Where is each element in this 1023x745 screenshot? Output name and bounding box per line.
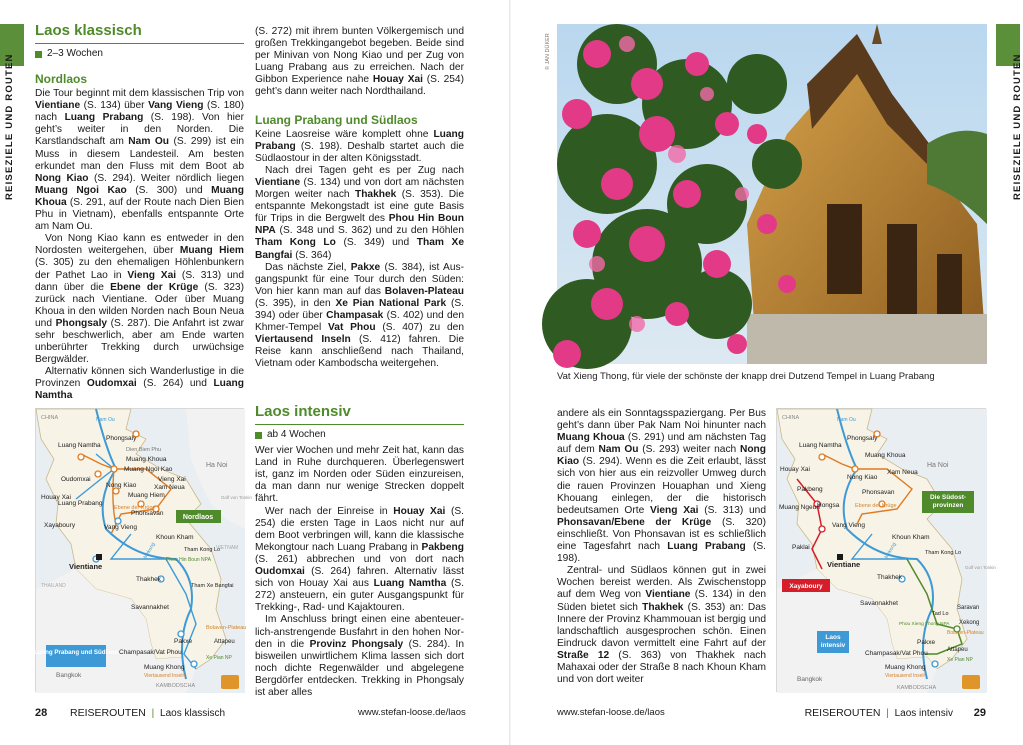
map1-label-ebene: Ebene der Krüge bbox=[114, 505, 156, 511]
duration-klassisch: 2–3 Wochen bbox=[35, 48, 244, 60]
footer-section-right: REISEROUTEN bbox=[804, 707, 881, 719]
paragraph: Im Anschluss bringt einen eine abenteuerlich-anstrengende Busfahrt in den hohen Norden in die Provinz Phongsaly (S. 284). In bisweilen unwirtlichem Klima lassen sich dort noch dichte Regenwälder und abgelegene Bergdörfer entdecken. Trekking in Phongsaly ist aber alles bbox=[255, 614, 464, 698]
paragraph: Von Nong Kiao kann es entweder in den Nordosten weitergehen, über Muang Hiem (S. 305) zu den ehemaligen Höhlenbunkern der Pathet Lao in Vieng Xai (S. 313) und dann über die Ebene der Krüge (S. 323) zurück nach Vientiane. Oder über Muang Khoua in den wilden Norden nach Boun Neua und Phongsaly (S. 287). Die Anfahrt ist zwar sehr beschwerlich, aber am Ende warten unberührter Trekking durch urwüchsige Bergwälder. bbox=[35, 233, 244, 366]
paragraph: Wer vier Wochen und mehr Zeit hat, kann das Land in Ruhe durchqueren. Überlegenswert ist, ganz im Norden oder Süden einzureisen, da man dann nur wenige Strecken doppelt fährt. bbox=[255, 445, 464, 505]
map1-label-phou-hin: Phou Hin Boun NPA bbox=[166, 557, 211, 563]
map2-label-savannakhet: Savannakhet bbox=[860, 600, 898, 607]
map1-label-muang-ngoi: Muang Ngoi Kao bbox=[124, 466, 173, 473]
footer-section-left: REISEROUTEN bbox=[70, 707, 146, 719]
map2-label-hongsa: Hongsa bbox=[817, 502, 840, 509]
text-nordlaos bbox=[35, 88, 244, 402]
map1-label-muang-khoua: Muang Khoua bbox=[126, 456, 167, 463]
page-number-right: 29 bbox=[973, 707, 986, 719]
map2-badge-xayaboury: Xayaboury bbox=[789, 583, 823, 590]
map1-label-vietnam: VIETNAM bbox=[216, 545, 239, 551]
map1-label-luang-namtha: Luang Namtha bbox=[58, 442, 101, 449]
map1-label-vientiane: Vientiane bbox=[69, 562, 103, 571]
paragraph: Die Tour beginnt mit dem klassischen Trip von Vientiane (S. 134) über Vang Vieng (S. 180) nach Luang Prabang (S. 198). Von hier geht’s weiter in den Norden. Die Karstlandschaft am Nam Ou (S. 299) ist ein Muss in diesem Landesteil. Am besten erkundet man den Fluss mit dem Boot ab Nong Kiao (S. 294). Weiter nördlich liegen Muang Ngoi Kao (S. 300) und Muang Khoua (S. 291, auf der Route nach Dien Bien Phu in Vietnam), ebenfalls entspannte Orte am Nam Ou. bbox=[35, 88, 245, 233]
subheading-suedlaos: Luang Prabang und Südlaos bbox=[255, 112, 418, 127]
map1-label-xam-neua: Xam Neua bbox=[154, 484, 185, 491]
paragraph: (S. 272) mit ihrem bunten Völkergemisch und großen Trekkingangebot begeben. Beide sind per Minivan von Nong Kiao und per Zug von Luang Prabang aus zu erreichen. Nach der Gibbon Experience nahe Houay Xai (S. 254) geht’s dann weiter nach Nordthailand. bbox=[255, 26, 464, 98]
map2-label-nong-kiao: Nong Kiao bbox=[847, 474, 878, 481]
text-intensiv bbox=[255, 445, 464, 699]
map1-label-pakxe: Pakxe bbox=[174, 638, 193, 645]
map1-badge-suedlaos: Luang Prabang und Südlaos bbox=[34, 649, 118, 656]
footer-url-left[interactable]: www.stefan-loose.de/laos bbox=[358, 707, 466, 718]
map1-label-vang-vieng: Vang Vieng bbox=[104, 524, 138, 531]
page-number-left: 28 bbox=[35, 707, 48, 719]
map1-label-nam-ou: Nam Ou bbox=[96, 417, 115, 423]
map1-label-champasak: Champasak/Vat Phou bbox=[119, 649, 182, 656]
photo-credit: © JAN DÜKER bbox=[545, 33, 551, 70]
map1-label-ha-noi: Ha Noi bbox=[206, 462, 228, 469]
map2-label-tham-kong-lo: Tham Kong Lo bbox=[925, 550, 962, 556]
paragraph: Wer nach der Einreise in Houay Xai (S. 254) die ersten Tage in Laos nicht nur auf dem Boot verbringen will, kann die klassische Mekongtour nach Luang Prabang in Pakbeng (S. 261) abbrechen und von dort nach Oudomxai (S. 264) fahren. Alternativ lässt sich von Houay Xai aus Luang Namtha (S. 272) ansteuern, ein guter Ausgangspunkt für Trekking-, Rad- und Kajaktouren. bbox=[255, 505, 464, 614]
map2-label-saravan: Saravan bbox=[957, 605, 980, 611]
temple-photo-svg bbox=[557, 24, 987, 364]
footer-separator-left: | bbox=[151, 708, 155, 719]
map2-label-thakhek: Thakhek bbox=[877, 574, 902, 581]
map1-label-china: CHINA bbox=[41, 415, 59, 421]
map1-label-viertausend: Viertausend Inseln bbox=[144, 673, 186, 679]
map2-label-tad-lo: Tad Lo bbox=[932, 611, 949, 617]
map2-label-xekong: Xekong bbox=[959, 620, 980, 626]
map1-label-dien-bien: Dien Bien Phu bbox=[126, 447, 162, 453]
map1-label-nong-kiao: Nong Kiao bbox=[106, 482, 137, 489]
map2-label-vang-vieng: Vang Vieng bbox=[832, 522, 866, 529]
map1-label-golf: Golf von Tonkin bbox=[221, 495, 252, 500]
footer-separator-right: | bbox=[886, 708, 889, 719]
map2-label-attapeu: Attapeu bbox=[947, 647, 968, 653]
intensiv-column bbox=[255, 403, 464, 699]
paragraph: Nach drei Tagen geht es per Zug nach Vientiane (S. 134) und von dort am nächsten Morgen weiter nach Thakhek (S. 353). Die entspannte Mekongstadt ist eine gute Basis für Trips in die Bergwelt des Phou Hin Boun NPA (S. 348 und S. 362) und zu den Höhlen Tham Kong Lo (S. 349) und Tham Xe Bangfai (S. 364) bbox=[255, 164, 464, 261]
map2-badge-laos-intensiv: Laos intensiv bbox=[820, 634, 846, 649]
map1-label-bolaven: Bolaven-Plateau bbox=[206, 625, 247, 631]
temple-photo bbox=[557, 24, 987, 364]
map1-label-khoun-kham: Khoun Kham bbox=[156, 534, 194, 541]
footer-right bbox=[805, 707, 986, 719]
section-title-klassisch: Laos klassisch bbox=[35, 22, 244, 44]
map2-label-ha-noi: Ha Noi bbox=[927, 462, 949, 469]
footer-url-right[interactable]: www.stefan-loose.de/laos bbox=[557, 707, 665, 718]
map1-label-tham-kong-lo: Tham Kong Lo bbox=[184, 547, 221, 553]
section-title-intensiv: Laos intensiv bbox=[255, 403, 464, 425]
map2-label-nam-ou: Nam Ou bbox=[837, 417, 856, 423]
page-gutter bbox=[509, 0, 511, 745]
map1-label-houay-xai: Houay Xai bbox=[41, 494, 71, 501]
map2-label-golf: Golf von Tonkin bbox=[965, 565, 996, 570]
bullet-square-icon bbox=[35, 51, 42, 58]
map1-label-muang-khong: Muang Khong bbox=[144, 664, 185, 671]
map2-label-xe-pian: Xe Pian NP bbox=[947, 657, 973, 663]
map2-label-pakbeng: Pakbeng bbox=[797, 486, 823, 493]
footer-title-left: Laos klassisch bbox=[160, 708, 226, 719]
paragraph: Zentral- und Südlaos können gut in zwei Wochen bereist werden. Als Zwischenstopp auf dem Weg von Vientiane (S. 134) in den Süden bietet sich Thakhek (S. 353) an: Das Innere der Provinz Khammouan ist bergig und landschaftlich ausgesprochen schön. Einen Eindruck davon vermittelt eine Fahrt auf der Straße 12 (S. 363) von Thakhek nach Mahaxai oder der Straße 8 nach Khoun Kham und von dort weiter bbox=[557, 565, 766, 686]
map2-label-phou-xieng: Phou Xieng Thong NPA bbox=[899, 622, 950, 627]
map2-label-luang-namtha: Luang Namtha bbox=[799, 442, 842, 449]
map2-label-muang-khong: Muang Khong bbox=[885, 664, 926, 671]
map1-label-muang-hiem: Muang Hiem bbox=[128, 492, 165, 499]
paragraph: Keine Laosreise wäre komplett ohne Luang Prabang (S. 198). Deshalb startet auch die Südlaostour in der alten Königsstadt. bbox=[255, 128, 464, 164]
map1-label-attapeu: Attapeu bbox=[214, 639, 235, 645]
map1-label-luang-prabang: Luang Prabang bbox=[58, 500, 103, 507]
map2-label-china: CHINA bbox=[782, 415, 800, 421]
route-map-klassisch bbox=[34, 408, 252, 692]
map2-label-pakxe: Pakxe bbox=[917, 639, 936, 646]
map1-label-bangkok: Bangkok bbox=[56, 672, 82, 679]
left-column-2 bbox=[255, 26, 464, 370]
paragraph: andere als ein Sonntagsspaziergang. Per Bus geht’s dann über Pak Nam Noi hinunter nach Muang Khoua (S. 291) und am nächsten Tag auf dem Nam Ou (S. 293) weiter nach Nong Kiao (S. 294). Wenn es die Zeit erlaubt, lässt sich von hier aus ein reizvoller Umweg durch die rauen Provinzen Houaphan und Xieng Khouang einlegen, der die historisch bedeutsamen Orte Vieng Xai (S. 313) und Phonsavan/Ebene der Krüge (S. 320) einschließt. Von Phonsavan ist es schließlich eine Tagesfahrt nach Luang Prabang (S. 198). bbox=[557, 408, 766, 565]
route-map-klassisch-svg bbox=[34, 409, 252, 693]
map1-label-xe-pian: Xe Pian NP bbox=[206, 655, 232, 661]
left-column-1 bbox=[35, 22, 244, 403]
map2-label-vientiane: Vientiane bbox=[827, 560, 861, 569]
map2-label-khoun-kham: Khoun Kham bbox=[892, 534, 930, 541]
map1-label-mekong: Mekong bbox=[142, 541, 157, 560]
map1-badge-nordlaos: Nordlaos bbox=[182, 514, 214, 521]
map1-label-thailand: THAILAND bbox=[41, 583, 66, 589]
map1-label-phonsavan: Phonsavan bbox=[131, 510, 164, 517]
map1-label-kambodscha: KAMBODSCHA bbox=[156, 683, 196, 689]
map2-label-bolaven: Bolaven-Plateau bbox=[947, 630, 984, 636]
photo-caption: Vat Xieng Thong, für viele der schönste der knapp drei Dutzend Tempel in Luang Prabang bbox=[557, 371, 935, 382]
map2-badge-suedost: Die Südost-provinzen bbox=[929, 494, 967, 509]
map1-label-savannakhet: Savannakhet bbox=[131, 604, 169, 611]
route-map-intensiv-svg bbox=[777, 409, 996, 693]
bullet-square-icon bbox=[255, 432, 262, 439]
map1-label-xayaboury: Xayaboury bbox=[44, 522, 76, 529]
text-nordlaos-cont bbox=[255, 26, 464, 99]
map2-label-phonsavan: Phonsavan bbox=[862, 489, 895, 496]
footer-title-right: Laos intensiv bbox=[894, 708, 953, 719]
sidebar-label-left: REISEZIELE UND ROUTEN bbox=[4, 53, 15, 200]
map2-label-paklai: Paklai bbox=[792, 544, 810, 551]
map2-label-houay-xai: Houay Xai bbox=[780, 466, 810, 473]
map2-label-ebene: Ebene der Krüge bbox=[855, 503, 897, 509]
paragraph: Alternativ können sich Wanderlustige in die Provinzen Oudomxai (S. 264) und Luang Namtha bbox=[35, 366, 244, 402]
right-column-3 bbox=[557, 408, 766, 686]
text-intensiv-cont bbox=[557, 408, 766, 686]
sidebar-label-right: REISEZIELE UND ROUTEN bbox=[1012, 53, 1023, 200]
subheading-nordlaos: Nordlaos bbox=[35, 72, 88, 87]
map1-label-thakhek: Thakhek bbox=[136, 576, 161, 583]
map2-label-bangkok: Bangkok bbox=[797, 676, 823, 683]
map2-label-xam-neua: Xam Neua bbox=[887, 469, 918, 476]
map2-label-mekong: Mekong bbox=[883, 541, 898, 560]
map2-label-muang-ngeun: Muang Ngeun bbox=[779, 504, 820, 511]
map2-label-muang-khoua: Muang Khoua bbox=[865, 452, 906, 459]
map1-label-phongsaly: Phongsaly bbox=[106, 435, 137, 442]
footer-left bbox=[35, 707, 225, 719]
map1-label-tham-xe: Tham Xe Bangfai bbox=[191, 583, 234, 589]
paragraph: Das nächste Ziel, Pakxe (S. 384), ist Ausgangspunkt für eine Tour durch den Süden: Von hier kann man auf das Bolaven-Plateau (S. 395), in den Xe Pian National Park (S. 394) oder über Champasak (S. 402) und den Khmer-Tempel Vat Phou (S. 407) zu den Viertausend Inseln (S. 412) fahren. Die Reise kann anschließend nach Thailand, Vietnam oder Kambodscha weitergehen. bbox=[255, 261, 465, 370]
map2-label-champasak: Champasak/Vat Phou bbox=[865, 650, 928, 657]
duration-intensiv: ab 4 Wochen bbox=[255, 429, 464, 441]
map2-label-phongsaly: Phongsaly bbox=[847, 435, 878, 442]
text-suedlaos bbox=[255, 129, 464, 371]
map2-label-viertausend: Viertausend Inseln bbox=[885, 673, 927, 679]
map1-label-oudomxai: Oudomxai bbox=[61, 476, 91, 483]
map1-label-vieng-xai: Vieng Xai bbox=[158, 476, 186, 483]
route-map-intensiv bbox=[776, 408, 996, 692]
map2-label-kambodscha: KAMBODSCHA bbox=[897, 685, 937, 691]
